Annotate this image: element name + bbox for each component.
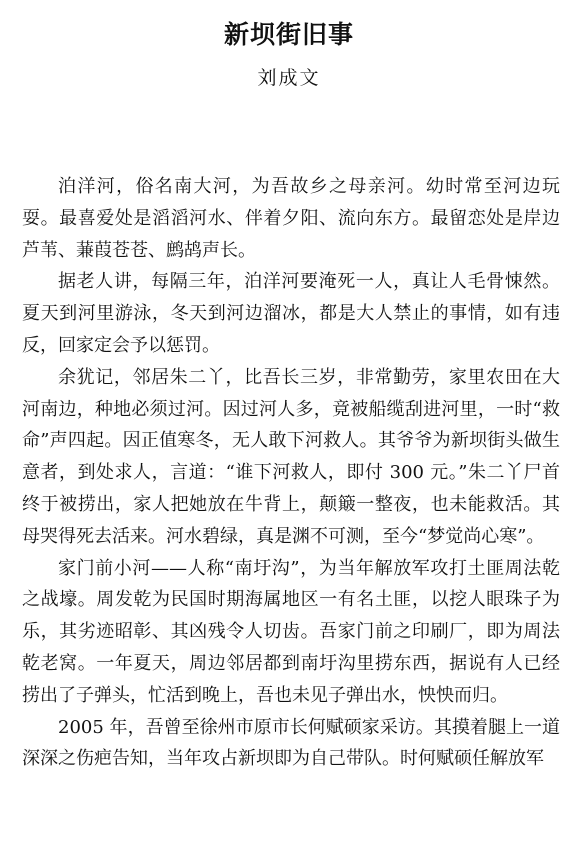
paragraph: 据老人讲，每隔三年，泊洋河要淹死一人，真让人毛骨悚然。夏天到河里游泳，冬天到河边溜冰，都是大人禁止的事情，如有违反，回家定会予以惩罚。 [22,271,560,356]
paragraph: 2005 年，吾曾至徐州市原市长何赋硕家采访。其摸着腿上一道深深之伤疤告知，当年攻占新坝即为自己带队。时何赋硕任解放军 [22,716,560,770]
document-author: 刘成文 [257,67,321,89]
paragraph: 余犹记，邻居朱二丫，比吾长三岁，非常勤劳，家里农田在大河南边，种地必须过河。因过河人多，竟被船缆刮进河里，一时“救命”声四起。因正值寒冬，无人敢下河救人。其爷爷为新坝街头做生意者，到处求人，言道：“谁下河救人，即付 300 元。”朱二丫尸首终于被捞出，家人把她放在牛背上，颠簸一整夜，也未能救活。其母哭得死去活来。河水碧绿，真是渊不可测，至今“梦觉尚心寒”。 [22,366,560,547]
paragraph: 泊洋河，俗名南大河，为吾故乡之母亲河。幼时常至河边玩耍。最喜爱处是滔滔河水、伴着夕阳、流向东方。最留恋处是岸边芦苇、蒹葭苍苍、鹧鸪声长。 [22,176,560,261]
document-title: 新坝街旧事 [223,20,354,49]
paragraph: 家门前小河——人称“南圩沟”，为当年解放军攻打土匪周法乾之战壕。周发乾为民国时期海属地区一有名土匪，以挖人眼珠子为乐，其劣迹昭彰、其凶残令人切齿。吾家门前之印刷厂，即为周法乾老窝。一年夏天，周边邻居都到南圩沟里捞东西，据说有人已经捞出了子弹头，忙活到晚上，吾也未见子弹出水，怏怏而归。 [22,557,560,706]
document-body [22,171,560,775]
